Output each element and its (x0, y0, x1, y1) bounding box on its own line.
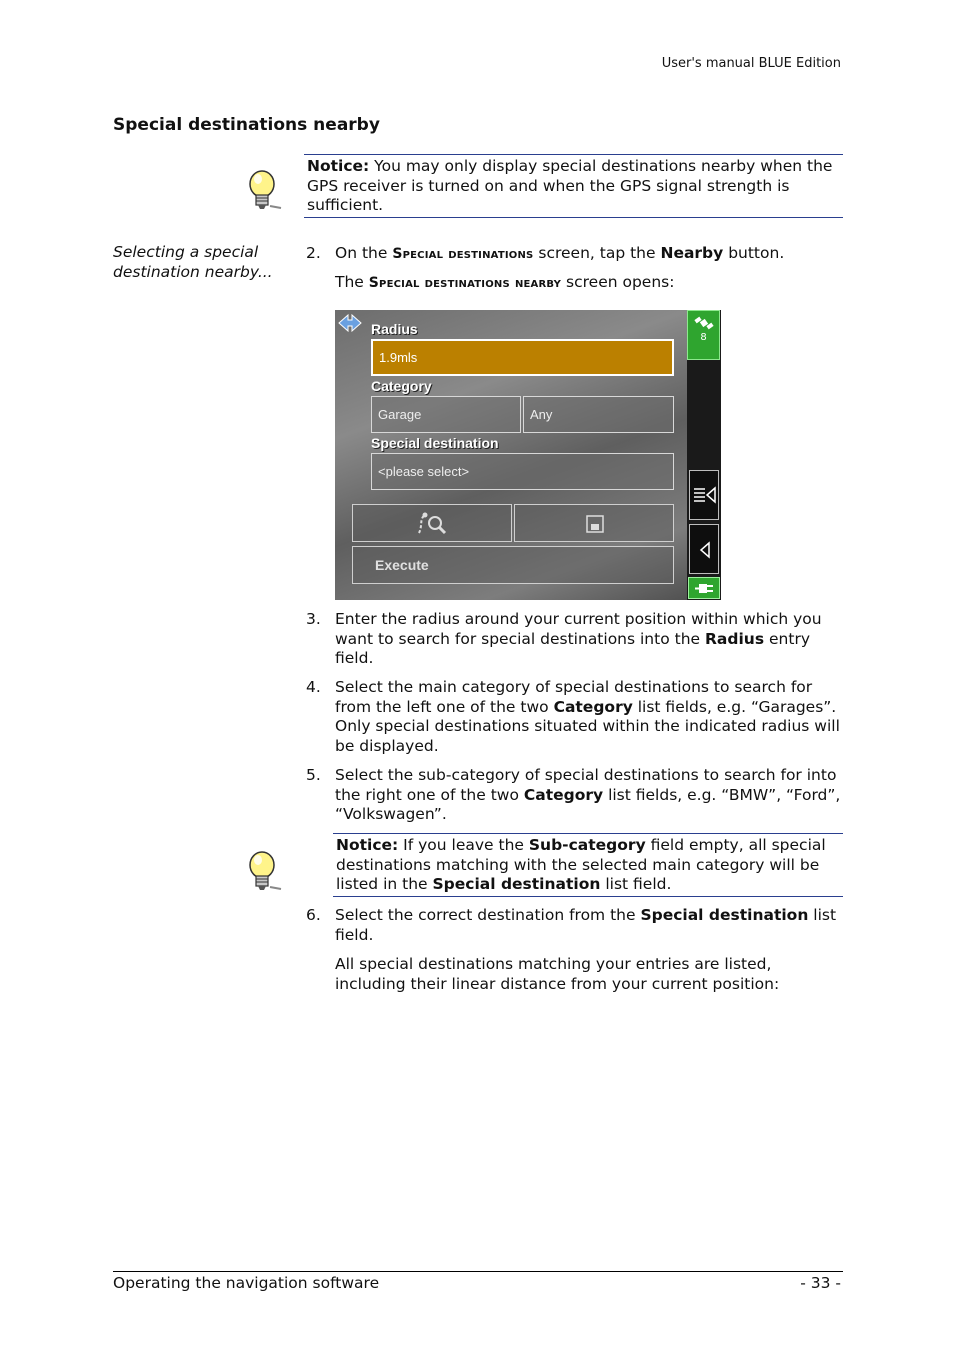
save-icon (586, 515, 604, 533)
notice-label: Notice: (307, 157, 370, 175)
power-status[interactable] (688, 577, 720, 599)
notice-box-subcategory: Notice: If you leave the Sub-category field empty, all special destinations matching with the selected main category will be listed in the Special destination list field. (333, 833, 843, 897)
lightbulb-icon (243, 849, 283, 893)
menu-button[interactable] (689, 470, 719, 520)
search-map-icon (415, 511, 451, 537)
step-6-text: Select the correct destination from the Special destination list field. (335, 906, 837, 944)
back-icon (698, 541, 712, 559)
step-number: 3. (306, 610, 321, 628)
category-label: Category (371, 378, 432, 394)
execute-button[interactable] (352, 546, 674, 584)
category-sub-field[interactable]: Any (523, 396, 674, 433)
step-number: 6. (306, 906, 321, 924)
plug-icon (695, 581, 715, 596)
gps-status[interactable] (687, 310, 720, 360)
step-6-result: All special destinations matching your entries are listed, including their linear distance from your current position: (335, 955, 780, 993)
menu-icon (693, 486, 717, 504)
satellite-icon (694, 314, 714, 332)
radius-field[interactable]: 1.9mls (371, 339, 674, 376)
step-number: 2. (306, 244, 321, 262)
radius-label: Radius (371, 321, 418, 337)
step-2-result: The Special destinations nearby screen opens: (335, 273, 675, 291)
step-number: 4. (306, 678, 321, 696)
section-title: Special destinations nearby (113, 115, 380, 135)
page-number: - 33 - (800, 1274, 841, 1292)
running-header: User's manual BLUE Edition (661, 56, 841, 71)
category-main-field[interactable]: Garage (371, 396, 521, 433)
lightbulb-icon (243, 168, 283, 212)
special-destination-label: Special destination (371, 435, 499, 451)
save-button[interactable] (514, 504, 674, 542)
notice-text: You may only display special destinations nearby when the GPS receiver is turned on and when the GPS signal strength is sufficient. (307, 157, 833, 214)
margin-note: Selecting a special destination nearby... (113, 243, 273, 281)
back-button[interactable] (689, 524, 719, 574)
device-screenshot (335, 310, 721, 600)
step-number: 5. (306, 766, 321, 784)
gps-count: 8 (700, 332, 707, 343)
step-5-text: Select the sub-category of special destinations to search for into the right one of the two Category list fields, e.g. “BMW”, “Ford”, “Volkswagen”. (335, 766, 841, 823)
special-destination-field[interactable]: <please select> (371, 453, 674, 490)
back-arrow-icon[interactable] (337, 312, 363, 334)
search-map-button[interactable] (352, 504, 512, 542)
footer-chapter: Operating the navigation software (113, 1274, 380, 1292)
execute-label: Execute (375, 557, 429, 573)
step-2-text: On the Special destinations screen, tap the Nearby button. (335, 244, 785, 262)
footer-rule (113, 1271, 843, 1272)
notice-box-gps (304, 154, 843, 218)
step-3-text: Enter the radius around your current position within which you want to search for special destinations into the Radius entry field. (335, 610, 822, 667)
step-4-text: Select the main category of special destinations to search for from the left one of the two Category list fields, e.g. “Garages”. Only special destinations situated within the indicated radius will be displayed. (335, 678, 840, 755)
